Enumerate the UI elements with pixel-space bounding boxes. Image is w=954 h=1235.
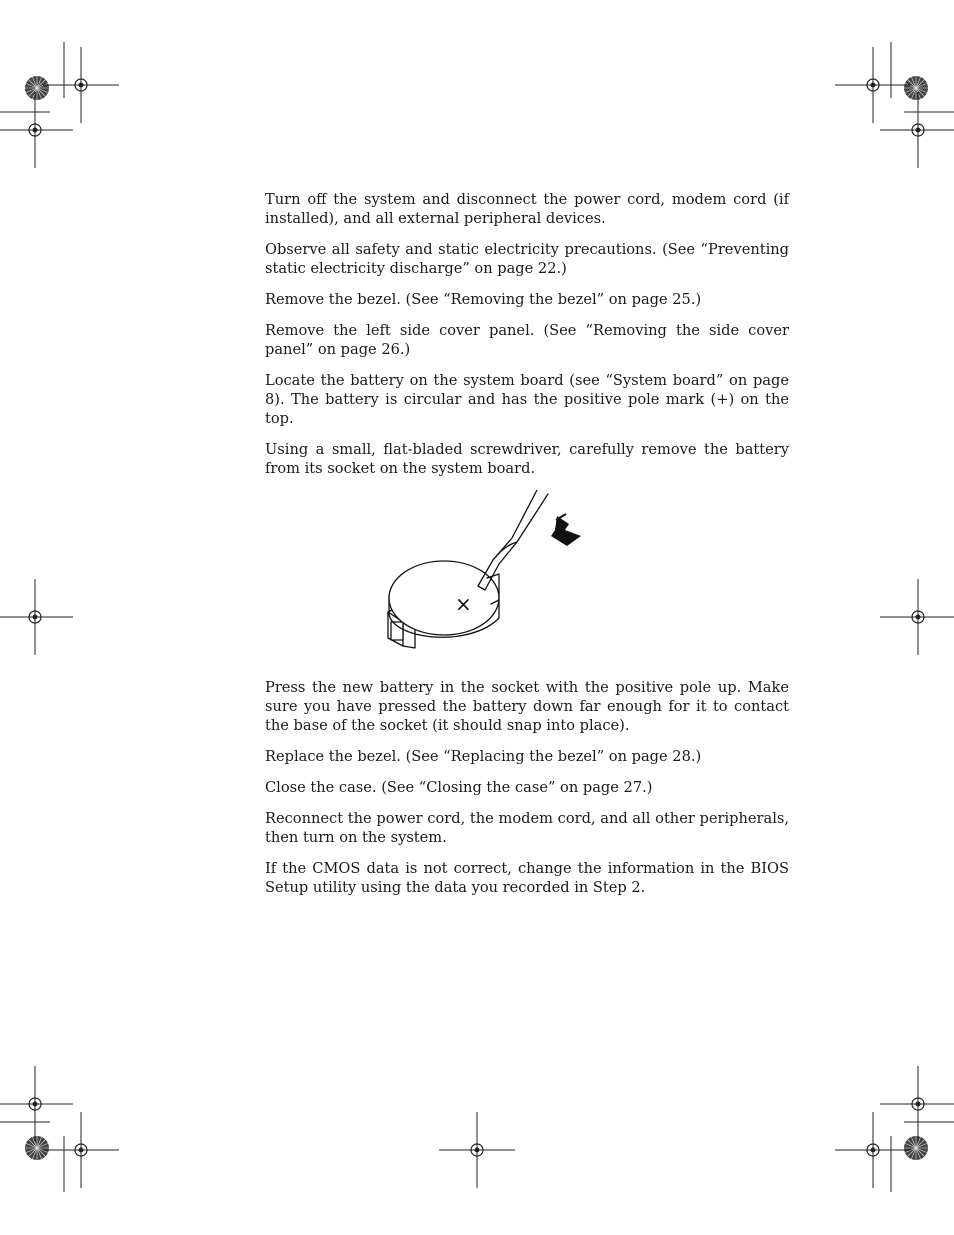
battery-pole-mark: ×	[455, 592, 472, 616]
step-cmos-check: If the CMOS data is not correct, change the information in the BIOS Setup utility using the data you recorded in Step 2.	[265, 860, 789, 896]
step-safety: Observe all safety and static electricity precautions. (See “Preventing static electricity discharge” on page 22.)	[265, 241, 789, 277]
step-remove-side-cover: Remove the left side cover panel. (See “Removing the side cover panel” on page 26.)	[265, 322, 789, 358]
step-close-case: Close the case. (See “Closing the case” on page 27.)	[265, 779, 653, 796]
step-locate-battery: Locate the battery on the system board (see “System board” on page 8). The battery is circular and has the positive pole mark (+) on the top.	[265, 372, 789, 427]
down-arrow-icon	[551, 514, 581, 546]
instruction-body	[265, 190, 789, 909]
step-press-new-battery: Press the new battery in the socket with the positive pole up. Make sure you have pressed the battery down far enough for it to contact the base of the socket (it should snap into place).	[265, 679, 789, 734]
step-reconnect: Reconnect the power cord, the modem cord, and all other peripherals, then turn on the system.	[265, 810, 789, 846]
step-remove-battery: Using a small, flat-bladed screwdriver, carefully remove the battery from its socket on the system board.	[265, 441, 789, 477]
step-turn-off: Turn off the system and disconnect the power cord, modem cord (if installed), and all external peripheral devices.	[265, 191, 789, 227]
step-remove-bezel: Remove the bezel. (See “Removing the bezel” on page 25.)	[265, 291, 702, 308]
battery-removal-illustration	[265, 490, 789, 668]
step-replace-bezel: Replace the bezel. (See “Replacing the bezel” on page 28.)	[265, 748, 702, 765]
